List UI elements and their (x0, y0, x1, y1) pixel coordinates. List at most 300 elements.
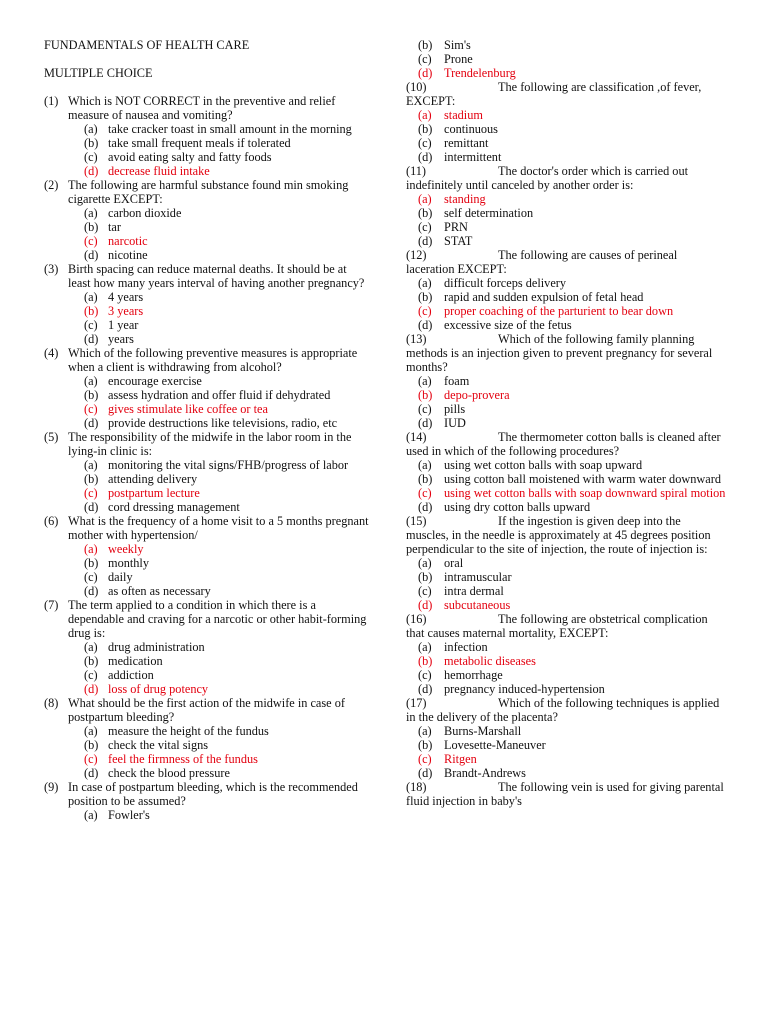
question-item (44, 598, 369, 696)
answer-option (418, 206, 726, 220)
option-letter: (c) (418, 136, 432, 150)
option-letter: (b) (418, 388, 433, 402)
option-text: IUD (444, 416, 466, 430)
question-stem: If the ingestion is given deep into the muscles, in the needle is approximately at 45 degrees position perpendicular to the site of injection, the route of injection is: (406, 514, 711, 556)
option-text: medication (108, 654, 163, 668)
answer-option (84, 318, 369, 332)
option-letter: (a) (84, 290, 98, 304)
option-text: standing (444, 192, 486, 206)
option-text: Trendelenburg (444, 66, 516, 80)
answer-option-correct (84, 682, 369, 696)
option-letter: (d) (418, 318, 433, 332)
option-letter: (a) (418, 640, 432, 654)
question-stem: Which of the following family planning methods is an injection given to prevent pregnancy for several months? (406, 332, 713, 374)
answer-option (84, 640, 369, 654)
option-text: check the blood pressure (108, 766, 230, 780)
option-text: using dry cotton balls upward (444, 500, 591, 514)
answer-option (84, 570, 369, 584)
option-list (44, 206, 369, 262)
answer-option-correct (418, 654, 726, 668)
question-stem-row (44, 94, 369, 122)
question-number: (16) (406, 612, 427, 626)
option-text: measure the height of the fundus (108, 724, 269, 738)
question-item (406, 332, 726, 430)
option-letter: (d) (84, 584, 99, 598)
option-letter: (b) (84, 388, 99, 402)
option-text: intermittent (444, 150, 502, 164)
option-text: depo-provera (444, 388, 510, 402)
option-text: 1 year (108, 318, 139, 332)
question-item (44, 430, 369, 514)
option-text: using cotton ball moistened with warm water downward (444, 472, 721, 486)
answer-option-correct (418, 304, 726, 318)
answer-option (84, 248, 369, 262)
answer-option (84, 458, 369, 472)
question-item (406, 514, 726, 612)
option-list-continued (406, 38, 726, 80)
option-text: Lovesette-Maneuver (444, 738, 546, 752)
option-letter: (a) (84, 542, 98, 556)
answer-option (418, 234, 726, 248)
option-text: STAT (444, 234, 473, 248)
option-text: monthly (108, 556, 149, 570)
option-text: stadium (444, 108, 483, 122)
answer-option (418, 402, 726, 416)
answer-option (418, 276, 726, 290)
option-letter: (a) (418, 192, 432, 206)
question-stem-row (406, 612, 726, 640)
option-list (44, 122, 369, 178)
answer-option (84, 556, 369, 570)
answer-option-correct (418, 108, 726, 122)
option-text: Burns-Marshall (444, 724, 522, 738)
answer-option (418, 290, 726, 304)
answer-option (418, 584, 726, 598)
option-letter: (a) (418, 374, 432, 388)
question-stem-row (406, 248, 726, 276)
option-list (406, 276, 726, 332)
answer-option (84, 500, 369, 514)
option-text: as often as necessary (108, 584, 211, 598)
option-text: continuous (444, 122, 498, 136)
answer-option (418, 738, 726, 752)
option-letter: (a) (418, 458, 432, 472)
option-list (44, 458, 369, 514)
option-text: tar (108, 220, 121, 234)
option-letter: (d) (84, 164, 99, 178)
option-letter: (c) (84, 318, 98, 332)
option-letter: (a) (84, 640, 98, 654)
question-item (406, 80, 726, 164)
option-text: PRN (444, 220, 468, 234)
answer-option-correct (84, 486, 369, 500)
option-letter: (a) (84, 122, 98, 136)
question-number: (7) (44, 598, 59, 612)
option-letter: (a) (418, 556, 432, 570)
question-stem: The following vein is used for giving parental fluid injection in baby's (406, 780, 724, 808)
option-text: using wet cotton balls with soap downward spiral motion (444, 486, 726, 500)
answer-option (418, 52, 726, 66)
option-letter: (c) (418, 402, 432, 416)
option-text: gives stimulate like coffee or tea (108, 402, 268, 416)
option-letter: (b) (84, 136, 99, 150)
question-number: (9) (44, 780, 59, 794)
question-number: (6) (44, 514, 59, 528)
answer-option-correct (84, 234, 369, 248)
answer-option (418, 724, 726, 738)
option-letter: (d) (418, 766, 433, 780)
question-item (406, 164, 726, 248)
option-text: intramuscular (444, 570, 512, 584)
question-stem: In case of postpartum bleeding, which is the recommended position to be assumed? (68, 780, 358, 808)
question-stem-row (406, 430, 726, 458)
question-stem-row (406, 332, 726, 374)
option-letter: (b) (418, 570, 433, 584)
option-letter: (d) (418, 500, 433, 514)
answer-option-correct (418, 752, 726, 766)
answer-option (418, 668, 726, 682)
question-stem: What should be the first action of the midwife in case of postpartum bleeding? (68, 696, 345, 724)
option-letter: (c) (418, 752, 432, 766)
option-text: metabolic diseases (444, 654, 536, 668)
option-text: Fowler's (108, 808, 150, 822)
answer-option (418, 556, 726, 570)
question-stem: What is the frequency of a home visit to a 5 months pregnant mother with hypertension/ (68, 514, 369, 542)
option-text: 4 years (108, 290, 144, 304)
answer-option (418, 150, 726, 164)
option-text: pregnancy induced-hypertension (444, 682, 605, 696)
option-letter: (d) (84, 766, 99, 780)
option-text: pills (444, 402, 466, 416)
option-text: intra dermal (444, 584, 504, 598)
option-letter: (a) (418, 724, 432, 738)
option-letter: (b) (84, 738, 99, 752)
option-letter: (c) (418, 220, 432, 234)
question-stem-row (44, 346, 369, 374)
question-item (44, 94, 369, 178)
option-text: assess hydration and offer fluid if dehydrated (108, 388, 331, 402)
question-stem: Birth spacing can reduce maternal deaths. It should be at least how many years interval of having another pregnancy? (68, 262, 365, 290)
answer-option-correct (418, 192, 726, 206)
option-text: infection (444, 640, 488, 654)
option-text: drug administration (108, 640, 205, 654)
answer-option-correct (418, 486, 726, 500)
option-letter: (d) (418, 682, 433, 696)
option-text: decrease fluid intake (108, 164, 210, 178)
question-stem-row (406, 780, 726, 808)
option-text: subcutaneous (444, 598, 511, 612)
option-letter: (d) (84, 332, 99, 346)
question-stem: Which of the following techniques is applied in the delivery of the placenta? (406, 696, 720, 724)
answer-option (84, 150, 369, 164)
question-list-right (406, 38, 726, 808)
answer-option-correct (84, 402, 369, 416)
section-title: MULTIPLE CHOICE (44, 66, 153, 80)
option-letter: (c) (84, 150, 98, 164)
question-item (44, 346, 369, 430)
answer-option (418, 136, 726, 150)
option-letter: (b) (84, 472, 99, 486)
option-letter: (c) (84, 752, 98, 766)
option-text: narcotic (108, 234, 148, 248)
option-letter: (b) (418, 472, 433, 486)
question-item (406, 430, 726, 514)
option-letter: (d) (418, 66, 433, 80)
option-letter: (d) (84, 248, 99, 262)
option-letter: (d) (418, 598, 433, 612)
option-text: Prone (444, 52, 473, 66)
option-text: foam (444, 374, 470, 388)
question-number: (3) (44, 262, 59, 276)
option-text: carbon dioxide (108, 206, 182, 220)
option-text: oral (444, 556, 464, 570)
option-letter: (c) (84, 668, 98, 682)
option-text: nicotine (108, 248, 148, 262)
option-letter: (b) (84, 654, 99, 668)
question-stem: The doctor's order which is carried out indefinitely until canceled by another order is: (406, 164, 689, 192)
answer-option (418, 458, 726, 472)
option-text: Brandt-Andrews (444, 766, 526, 780)
answer-option-correct (418, 66, 726, 80)
answer-option (418, 472, 726, 486)
option-letter: (c) (418, 304, 432, 318)
option-list (44, 724, 369, 780)
option-list (406, 374, 726, 430)
answer-option (418, 416, 726, 430)
option-letter: (b) (418, 122, 433, 136)
document-title: FUNDAMENTALS OF HEALTH CARE (44, 38, 250, 52)
question-stem-row (44, 598, 369, 640)
question-item (44, 514, 369, 598)
answer-option (84, 668, 369, 682)
question-number: (2) (44, 178, 59, 192)
option-text: daily (108, 570, 133, 584)
option-text: attending delivery (108, 472, 198, 486)
question-number: (4) (44, 346, 59, 360)
option-letter: (b) (84, 220, 99, 234)
option-letter: (b) (418, 38, 433, 52)
question-stem-row (44, 780, 369, 808)
question-number: (1) (44, 94, 59, 108)
answer-option (418, 500, 726, 514)
option-letter: (c) (84, 570, 98, 584)
option-letter: (c) (418, 584, 432, 598)
answer-option-correct (418, 388, 726, 402)
answer-option (84, 122, 369, 136)
option-list (406, 556, 726, 612)
option-letter: (b) (418, 738, 433, 752)
option-text: postpartum lecture (108, 486, 200, 500)
question-number: (5) (44, 430, 59, 444)
question-number: (13) (406, 332, 427, 346)
option-letter: (a) (84, 206, 98, 220)
option-list (406, 724, 726, 780)
answer-option (418, 318, 726, 332)
question-stem: Which of the following preventive measures is appropriate when a client is withdrawing from alcohol? (68, 346, 358, 374)
question-item (406, 248, 726, 332)
answer-option (418, 570, 726, 584)
option-letter: (d) (84, 682, 99, 696)
option-text: Sim's (444, 38, 471, 52)
option-letter: (b) (418, 290, 433, 304)
option-list (44, 290, 369, 346)
answer-option (84, 738, 369, 752)
option-text: provide destructions like televisions, radio, etc (108, 416, 338, 430)
question-number: (14) (406, 430, 427, 444)
left-column (44, 0, 369, 822)
option-text: using wet cotton balls with soap upward (444, 458, 643, 472)
answer-option (84, 416, 369, 430)
option-letter: (a) (84, 808, 98, 822)
option-text: proper coaching of the parturient to bear down (444, 304, 674, 318)
question-stem: The following are harmful substance found min smoking cigarette EXCEPT: (68, 178, 349, 206)
option-letter: (c) (418, 486, 432, 500)
answer-option (84, 206, 369, 220)
question-number: (18) (406, 780, 427, 794)
answer-option (84, 374, 369, 388)
option-text: loss of drug potency (108, 682, 209, 696)
option-list (406, 192, 726, 248)
option-letter: (a) (84, 374, 98, 388)
question-item (44, 178, 369, 262)
option-list (406, 640, 726, 696)
answer-option (84, 654, 369, 668)
question-number: (15) (406, 514, 427, 528)
question-number: (11) (406, 164, 427, 178)
option-text: remittant (444, 136, 489, 150)
option-list (44, 542, 369, 598)
option-text: take cracker toast in small amount in the morning (108, 122, 352, 136)
answer-option (84, 136, 369, 150)
option-list (406, 458, 726, 514)
question-stem: The following are obstetrical complication that causes maternal mortality, EXCEPT: (406, 612, 708, 640)
answer-option (84, 220, 369, 234)
answer-option-correct (84, 164, 369, 178)
question-stem: The term applied to a condition in which there is a dependable and craving for a narcotic or other habit-forming drug is: (68, 598, 367, 640)
option-letter: (a) (84, 458, 98, 472)
answer-option (84, 290, 369, 304)
option-text: weekly (108, 542, 144, 556)
question-item (406, 696, 726, 780)
option-text: check the vital signs (108, 738, 209, 752)
question-stem: The thermometer cotton balls is cleaned after used in which of the following procedures? (406, 430, 721, 458)
answer-option-correct (84, 304, 369, 318)
question-stem: The following are classification ,of fever, EXCEPT: (406, 80, 702, 108)
answer-option (418, 682, 726, 696)
answer-option (84, 766, 369, 780)
question-item (44, 780, 369, 822)
right-column (406, 0, 726, 808)
question-stem-row (44, 430, 369, 458)
option-list (406, 108, 726, 164)
option-letter: (c) (418, 52, 432, 66)
answer-option (84, 388, 369, 402)
option-letter: (b) (84, 304, 99, 318)
question-stem-row (44, 696, 369, 724)
option-text: feel the firmness of the fundus (108, 752, 258, 766)
question-item (406, 612, 726, 696)
question-stem-row (44, 514, 369, 542)
option-text: self determination (444, 206, 534, 220)
option-text: avoid eating salty and fatty foods (108, 150, 272, 164)
answer-option (84, 584, 369, 598)
answer-option (84, 808, 369, 822)
question-stem-row (406, 514, 726, 556)
option-list (44, 640, 369, 696)
answer-option (418, 122, 726, 136)
question-stem-row (44, 262, 369, 290)
question-stem-row (406, 696, 726, 724)
option-letter: (c) (84, 402, 98, 416)
answer-option (418, 640, 726, 654)
option-letter: (a) (418, 276, 432, 290)
answer-option-correct (84, 752, 369, 766)
option-letter: (d) (84, 416, 99, 430)
option-text: years (108, 332, 134, 346)
option-text: addiction (108, 668, 154, 682)
option-letter: (b) (418, 654, 433, 668)
option-letter: (b) (418, 206, 433, 220)
option-letter: (d) (418, 234, 433, 248)
question-number: (8) (44, 696, 59, 710)
question-item (44, 262, 369, 346)
answer-option (418, 220, 726, 234)
option-text: hemorrhage (444, 668, 503, 682)
option-text: encourage exercise (108, 374, 202, 388)
option-letter: (d) (84, 500, 99, 514)
question-stem: Which is NOT CORRECT in the preventive and relief measure of nausea and vomiting? (68, 94, 336, 122)
answer-option (418, 766, 726, 780)
option-text: rapid and sudden expulsion of fetal head (444, 290, 644, 304)
question-stem-row (406, 80, 726, 108)
answer-option-correct (418, 598, 726, 612)
question-stem-row (44, 178, 369, 206)
answer-option (84, 472, 369, 486)
question-stem-row (406, 164, 726, 192)
answer-option (84, 332, 369, 346)
question-stem: The responsibility of the midwife in the labor room in the lying-in clinic is: (68, 430, 352, 458)
option-list (44, 808, 369, 822)
answer-option-correct (84, 542, 369, 556)
option-letter: (c) (84, 234, 98, 248)
option-letter: (a) (418, 108, 432, 122)
option-text: difficult forceps delivery (444, 276, 567, 290)
option-text: Ritgen (444, 752, 477, 766)
option-text: excessive size of the fetus (444, 318, 572, 332)
question-stem: The following are causes of perineal laceration EXCEPT: (406, 248, 678, 276)
question-number: (12) (406, 248, 427, 262)
option-letter: (b) (84, 556, 99, 570)
question-item (44, 696, 369, 780)
option-list (44, 374, 369, 430)
option-text: 3 years (108, 304, 144, 318)
question-number: (10) (406, 80, 427, 94)
option-letter: (c) (84, 486, 98, 500)
option-letter: (d) (418, 416, 433, 430)
answer-option (84, 724, 369, 738)
question-number: (17) (406, 696, 427, 710)
question-item (406, 780, 726, 808)
option-text: take small frequent meals if tolerated (108, 136, 291, 150)
answer-option (418, 374, 726, 388)
option-letter: (a) (84, 724, 98, 738)
answer-option (418, 38, 726, 52)
option-text: monitoring the vital signs/FHB/progress of labor (108, 458, 349, 472)
option-letter: (d) (418, 150, 433, 164)
option-letter: (c) (418, 668, 432, 682)
question-list-left (44, 94, 369, 822)
option-text: cord dressing management (108, 500, 240, 514)
